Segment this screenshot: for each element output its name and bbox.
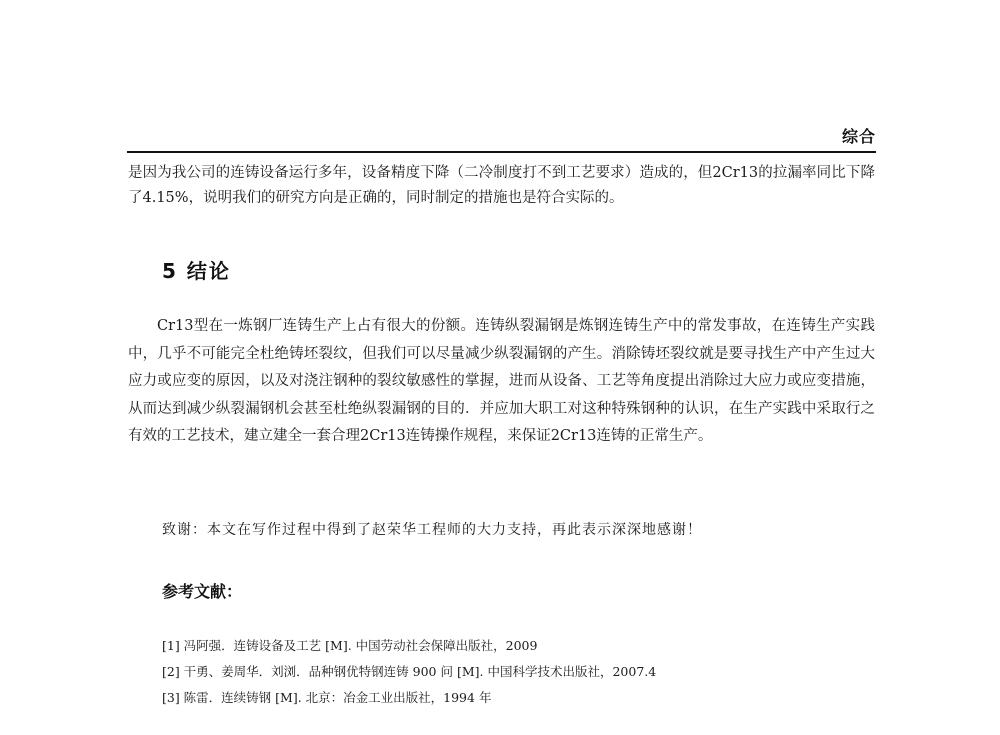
acknowledgement-text: 致谢：本文在写作过程中得到了赵荣华工程师的大力支持，再此表示深深地感谢！	[162, 522, 702, 538]
header-divider	[127, 151, 876, 153]
reference-item: [1] 冯阿强．连铸设备及工艺 [M]. 中国劳动社会保障出版社，2009	[162, 638, 538, 653]
reference-item: [3] 陈雷．连续铸钢 [M]. 北京：冶金工业出版社，1994 年	[162, 690, 492, 705]
reference-item: [2] 干勇、姜周华．刘浏．品种钢优特钢连铸 900 问 [M]. 中国科学技术出版社，2007.4	[162, 664, 657, 679]
reference-list	[162, 633, 656, 711]
conclusion-heading: 5 结论	[162, 259, 231, 283]
running-header-label: 综合	[841, 127, 876, 146]
intro-paragraph: 是因为我公司的连铸设备运行多年，设备精度下降（二冷制度打不到工艺要求）造成的，但2Cr13的拉漏率同比下降了4.15%，说明我们的研究方向是正确的，同时制定的措施也是符合实际的。	[128, 165, 875, 206]
conclusion-paragraph: Cr13型在一炼钢厂连铸生产上占有很大的份额。连铸纵裂漏钢是炼钢连铸生产中的常发事故，在连铸生产实践中，几乎不可能完全杜绝铸坯裂纹，但我们可以尽量减少纵裂漏钢的产生。消除铸坯裂纹就是要寻找生产中产生过大应力或应变的原因，以及对浇注钢种的裂纹敏感性的掌握，进而从设备、工艺等角度提出消除过大应力或应变措施，从而达到减少纵裂漏钢机会甚至杜绝纵裂漏钢的目的．并应加大职工对这种特殊钢种的认识，在生产实践中采取行之有效的工艺技术，建立建全一套合理2Cr13连铸操作规程，来保证2Cr13连铸的正常生产。	[128, 318, 875, 444]
references-heading: 参考文献：	[162, 582, 243, 601]
